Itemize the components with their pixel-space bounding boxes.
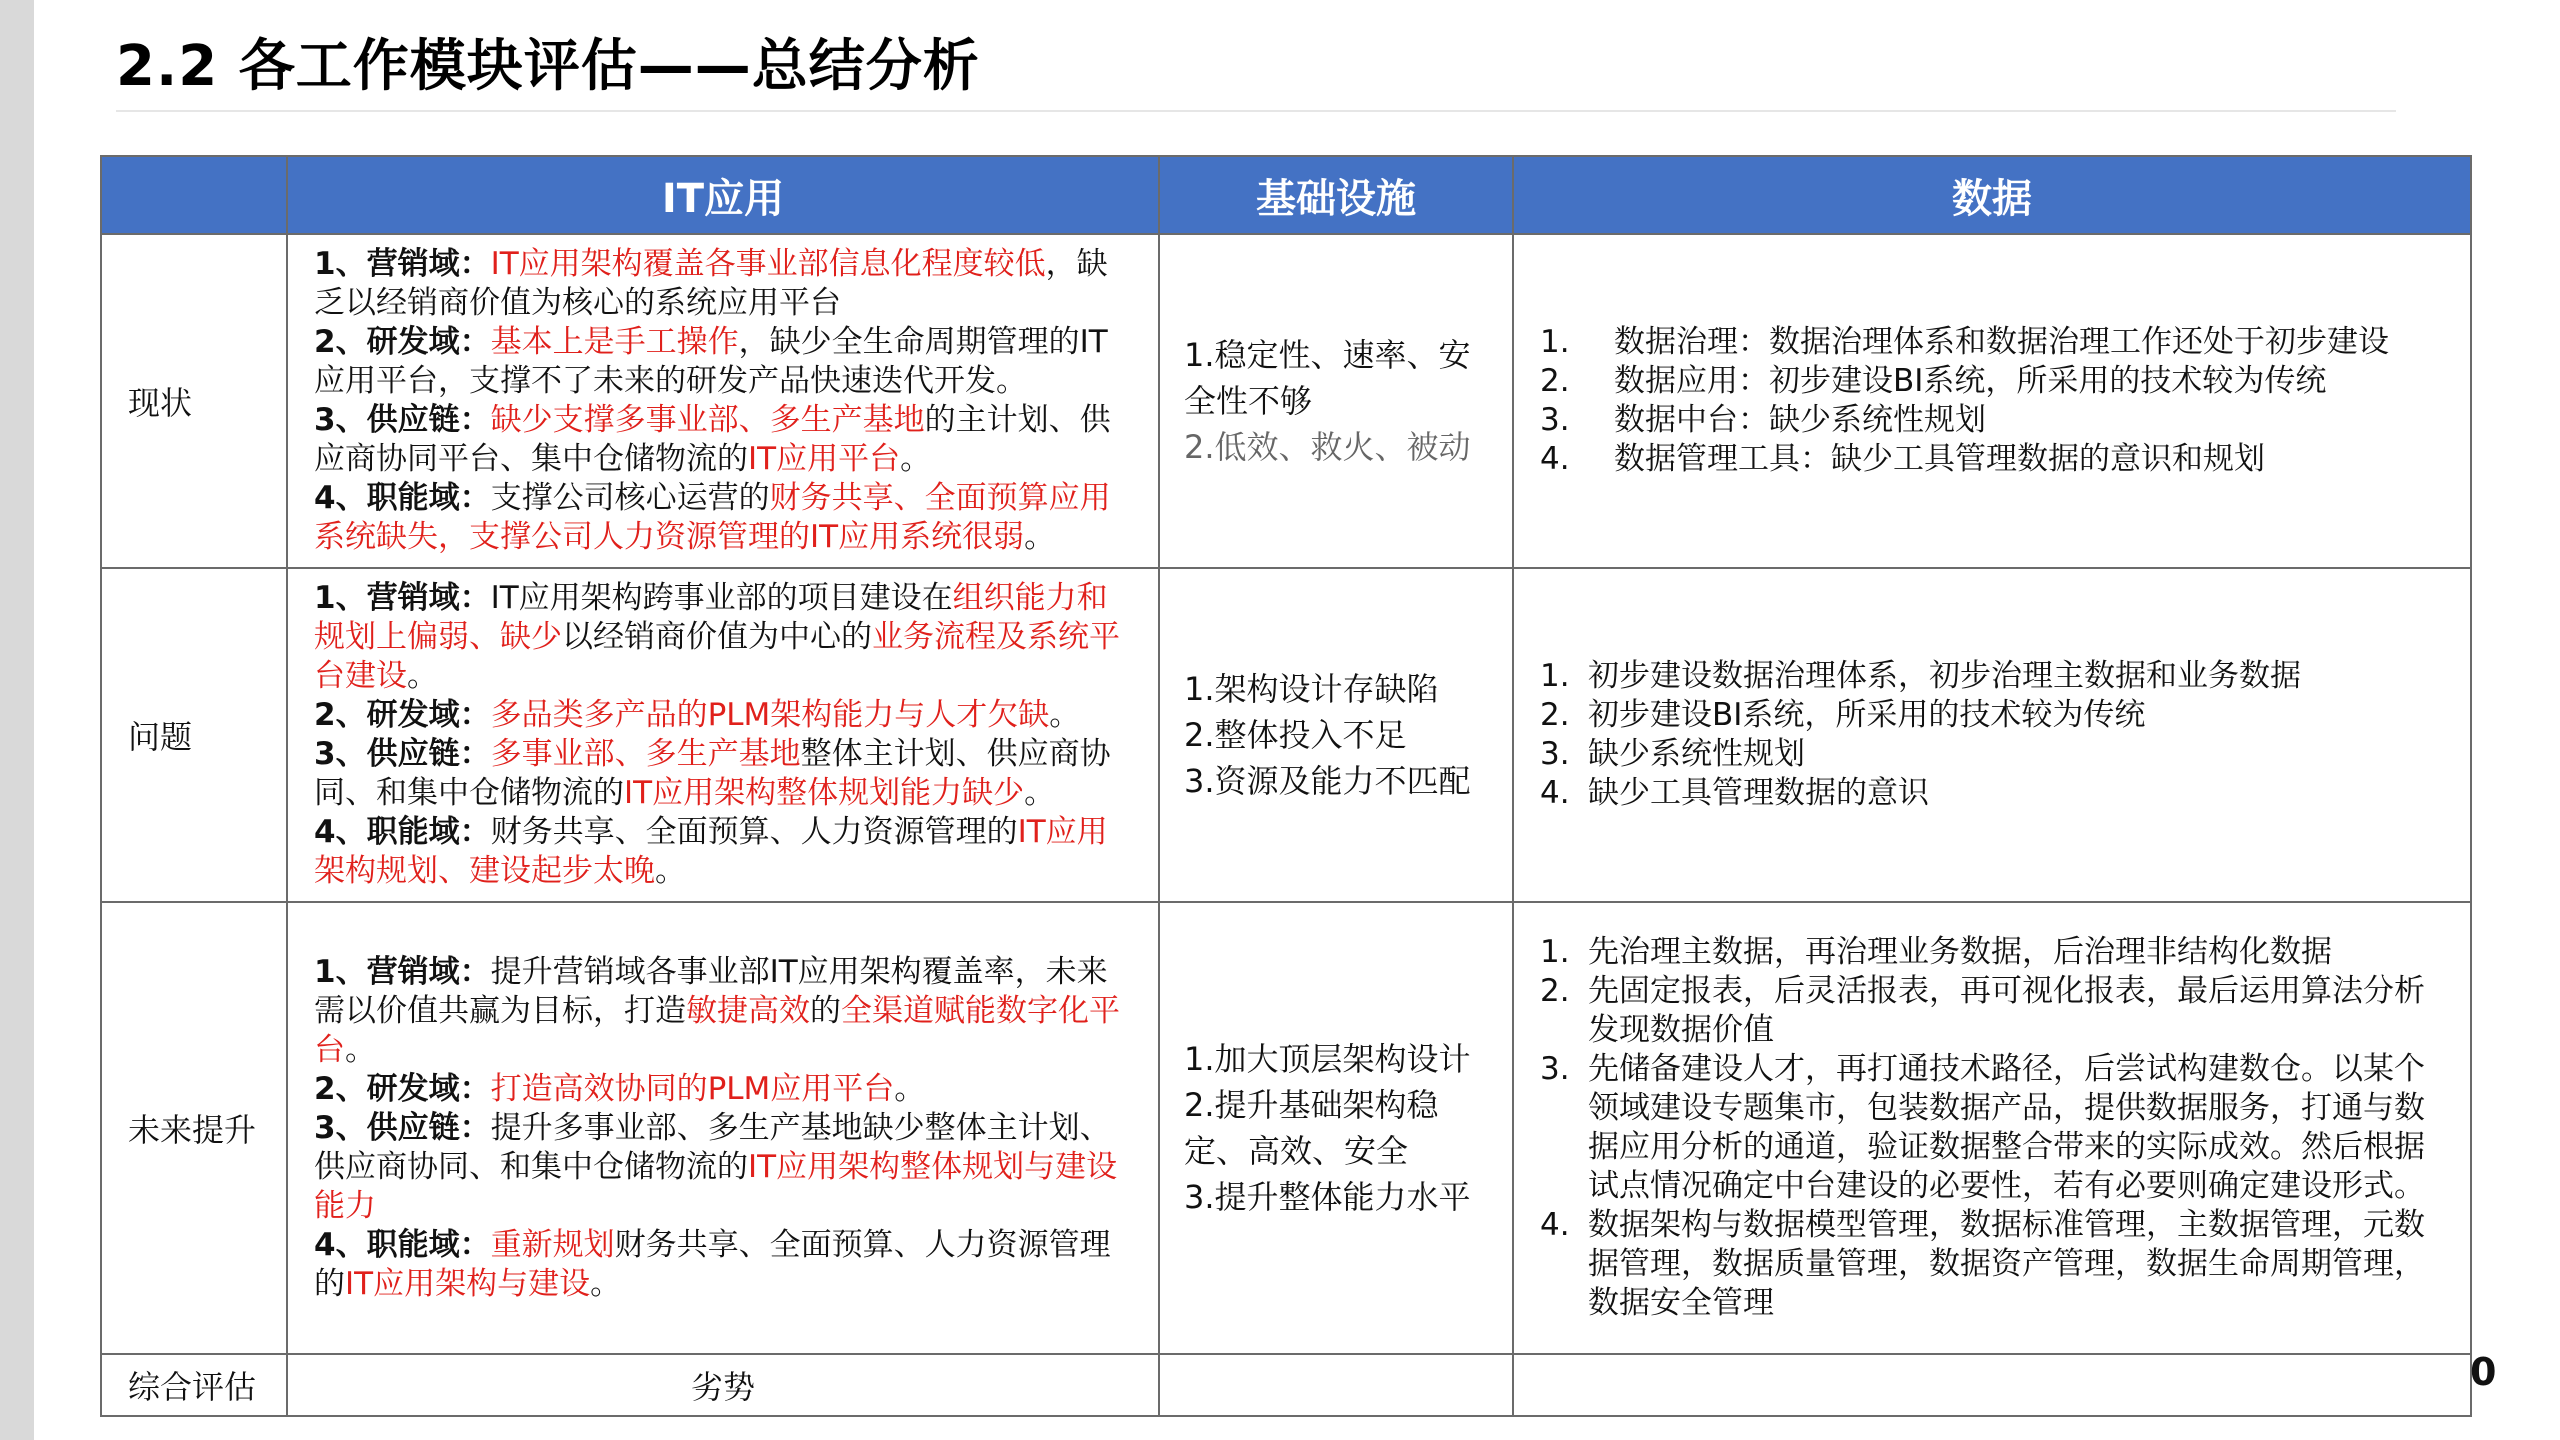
infra-item: 3.提升整体能力水平 — [1184, 1178, 1471, 1216]
issues-it-cell — [287, 568, 1159, 902]
header-row — [101, 156, 2471, 234]
body-text: 。 — [590, 1265, 622, 1302]
module-label: 1、营销域： — [314, 953, 491, 990]
infra-item: 1.稳定性、速率、安全性不够 — [1184, 336, 1471, 420]
module-paragraph — [314, 813, 1132, 891]
body-text: 财务共享、全面预算、人力资源管理的 — [314, 1226, 1111, 1302]
data-list — [1540, 933, 2444, 1323]
list-text: 先储备建设人才，再打通技术路径，后尝试构建数仓。以某个领域建设专题集市，包装数据产品，提供数据服务，打通与数据应用分析的通道，验证数据整合带来的实际成效。然后根据试点情况确定中台建设的必要性，若有必要则确定建设形式。 — [1588, 1051, 2425, 1204]
list-item — [1540, 696, 2444, 735]
module-label: 3、供应链： — [314, 736, 491, 772]
body-text: ，缺乏以经销商价值为核心的系统应用平台 — [314, 246, 1108, 321]
data-list — [1540, 657, 2444, 813]
module-label: 2、研发域： — [314, 697, 491, 733]
list-text: 数据应用：初步建设BI系统，所采用的技术较为传统 — [1614, 363, 2327, 399]
highlight-text: 重新规划 — [490, 1226, 615, 1263]
module-paragraph — [314, 323, 1132, 401]
module-label: 4、职能域： — [314, 1226, 491, 1263]
header-infrastructure: 基础设施 — [1159, 156, 1513, 234]
infra-item: 1.加大顶层架构设计 — [1184, 1040, 1471, 1078]
module-label: 1、营销域： — [314, 246, 491, 282]
left-edge-strip — [0, 0, 34, 1440]
list-text: 缺少系统性规划 — [1588, 736, 1805, 772]
future-data-cell — [1513, 902, 2471, 1354]
list-text: 数据架构与数据模型管理，数据标准管理，主数据管理，元数据管理，数据质量管理，数据资产管理，数据生命周期管理，数据安全管理 — [1588, 1207, 2425, 1321]
module-label: 1、营销域： — [314, 580, 491, 616]
module-label: 4、职能域： — [314, 814, 491, 850]
status-it-cell — [287, 234, 1159, 568]
module-paragraph — [314, 245, 1132, 323]
module-paragraph — [314, 1070, 1132, 1109]
issues-data-cell — [1513, 568, 2471, 902]
list-item — [1540, 972, 2444, 1050]
page-number: 0 — [2470, 1350, 2497, 1394]
highlight-text: IT应用架构规划、建设起步太晚 — [314, 814, 1108, 889]
status-data-cell — [1513, 234, 2471, 568]
highlight-text: 缺少支撑多事业部、多生产基地 — [490, 402, 925, 438]
highlight-text: 基本上是手工操作 — [490, 324, 739, 360]
list-text: 数据中台：缺少系统性规划 — [1614, 402, 1986, 438]
module-paragraph — [314, 696, 1132, 735]
highlight-text: IT应用架构整体规划与建设能力 — [314, 1148, 1118, 1224]
body-text: 提升营销域各事业部IT应用架构覆盖率，未来需以价值共赢为目标，打造 — [314, 953, 1108, 1029]
list-item — [1540, 362, 2444, 401]
future-infra-cell — [1159, 902, 1513, 1354]
list-item — [1540, 657, 2444, 696]
list-number: 3. — [1540, 1051, 1570, 1087]
list-item — [1540, 323, 2444, 362]
module-label: 3、供应链： — [314, 1109, 491, 1146]
header-data: 数据 — [1513, 156, 2471, 234]
list-item — [1540, 735, 2444, 774]
row-summary — [101, 1354, 2471, 1416]
infra-item: 3.资源及能力不匹配 — [1184, 762, 1471, 800]
list-number: 1. — [1540, 658, 1570, 694]
body-text: 财务共享、全面预算、人力资源管理的 — [490, 814, 1018, 850]
status-infra-cell — [1159, 234, 1513, 568]
body-text: 。 — [407, 658, 438, 694]
highlight-text: IT应用架构与建设 — [345, 1265, 591, 1302]
row-label-future: 未来提升 — [101, 902, 287, 1354]
infra-item: 2.提升基础架构稳定、高效、安全 — [1184, 1086, 1439, 1170]
highlight-text: IT应用平台 — [748, 441, 901, 477]
highlight-text: 多事业部、多生产基地 — [490, 736, 801, 772]
list-number: 4. — [1540, 441, 1570, 477]
list-item — [1540, 1206, 2444, 1323]
body-text: 。 — [345, 1031, 376, 1068]
list-text: 先治理主数据，再治理业务数据，后治理非结构化数据 — [1588, 934, 2332, 970]
module-paragraph — [314, 401, 1132, 479]
list-item — [1540, 774, 2444, 813]
row-label-summary: 综合评估 — [101, 1354, 287, 1416]
highlight-text: 财务共享、全面预算应用系统缺失，支撑公司人力资源管理的IT应用系统很弱 — [314, 480, 1111, 555]
highlight-text: 业务流程及系统平台建设 — [314, 619, 1120, 694]
module-paragraph — [314, 1226, 1132, 1304]
page-title: 2.2 各工作模块评估——总结分析 — [116, 34, 980, 99]
module-paragraph — [314, 953, 1132, 1070]
row-issues — [101, 568, 2471, 902]
list-item — [1540, 401, 2444, 440]
highlight-text: 敏捷高效 — [686, 992, 810, 1029]
module-paragraph — [314, 479, 1132, 557]
highlight-text: 打造高效协同的PLM应用平台 — [490, 1070, 895, 1107]
header-blank — [101, 156, 287, 234]
body-text: 。 — [894, 1070, 926, 1107]
module-paragraph — [314, 1109, 1132, 1226]
body-text: IT应用架构跨事业部的项目建设在 — [490, 580, 953, 616]
issues-infra-cell — [1159, 568, 1513, 902]
list-text: 初步建设BI系统，所采用的技术较为传统 — [1588, 697, 2146, 733]
body-text: 。 — [900, 441, 932, 477]
row-label-status: 现状 — [101, 234, 287, 568]
data-list — [1540, 323, 2444, 479]
list-text: 数据管理工具：缺少工具管理数据的意识和规划 — [1614, 441, 2265, 477]
list-item — [1540, 440, 2444, 479]
list-number: 4. — [1540, 775, 1570, 811]
list-item — [1540, 933, 2444, 972]
highlight-text: 全渠道赋能数字化平台 — [314, 992, 1120, 1068]
header-it-applications: IT应用 — [287, 156, 1159, 234]
list-number: 3. — [1540, 402, 1570, 438]
module-paragraph — [314, 735, 1132, 813]
list-text: 数据治理：数据治理体系和数据治理工作还处于初步建设 — [1614, 324, 2389, 360]
body-text: 。 — [1024, 775, 1056, 811]
row-label-issues: 问题 — [101, 568, 287, 902]
list-text: 初步建设数据治理体系，初步治理主数据和业务数据 — [1588, 658, 2301, 694]
body-text: 。 — [1049, 697, 1081, 733]
module-label: 4、职能域： — [314, 480, 491, 516]
body-text: 。 — [655, 853, 686, 889]
module-paragraph — [314, 579, 1132, 696]
body-text: 提升多事业部、多生产基地缺少整体主计划、供应商协同、和集中仓储物流的 — [314, 1109, 1111, 1185]
infra-item: 2.低效、救火、被动 — [1184, 428, 1471, 466]
body-text: 以经销商价值为中心的 — [562, 619, 872, 655]
summary-infra-value — [1159, 1354, 1513, 1416]
list-number: 1. — [1540, 324, 1570, 360]
list-number: 2. — [1540, 973, 1570, 1009]
list-text: 缺少工具管理数据的意识 — [1588, 775, 1929, 811]
body-text: 整体主计划、供应商协同、和集中仓储物流的 — [314, 736, 1111, 811]
module-label: 3、供应链： — [314, 402, 491, 438]
highlight-text: IT应用架构整体规划能力缺少 — [624, 775, 1025, 811]
infra-item: 2.整体投入不足 — [1184, 716, 1407, 754]
body-text: 支撑公司核心运营的 — [490, 480, 770, 516]
list-number: 3. — [1540, 736, 1570, 772]
highlight-text: 组织能力和规划上偏弱、缺少 — [314, 580, 1108, 655]
body-text: 。 — [1024, 519, 1056, 555]
list-number: 2. — [1540, 363, 1570, 399]
body-text: ，缺少全生命周期管理的IT应用平台，支撑不了未来的研发产品快速迭代开发。 — [314, 324, 1108, 399]
module-label: 2、研发域： — [314, 324, 491, 360]
future-it-cell — [287, 902, 1159, 1354]
summary-data-value — [1513, 1354, 2471, 1416]
summary-it-value: 劣势 — [287, 1354, 1159, 1416]
highlight-text: IT应用架构覆盖各事业部信息化程度较低 — [490, 246, 1046, 282]
module-label: 2、研发域： — [314, 1070, 491, 1107]
list-number: 2. — [1540, 697, 1570, 733]
row-status — [101, 234, 2471, 568]
highlight-text: 多品类多产品的PLM架构能力与人才欠缺 — [490, 697, 1050, 733]
assessment-table — [100, 155, 2472, 1417]
list-number: 4. — [1540, 1207, 1570, 1243]
list-text: 先固定报表，后灵活报表，再可视化报表，最后运用算法分析发现数据价值 — [1588, 973, 2425, 1048]
title-divider — [116, 110, 2396, 112]
row-future — [101, 902, 2471, 1354]
body-text: 的主计划、供应商协同平台、集中仓储物流的 — [314, 402, 1111, 477]
infra-item: 1.架构设计存缺陷 — [1184, 670, 1439, 708]
list-item — [1540, 1050, 2444, 1206]
body-text: 的 — [810, 992, 841, 1029]
list-number: 1. — [1540, 934, 1570, 970]
